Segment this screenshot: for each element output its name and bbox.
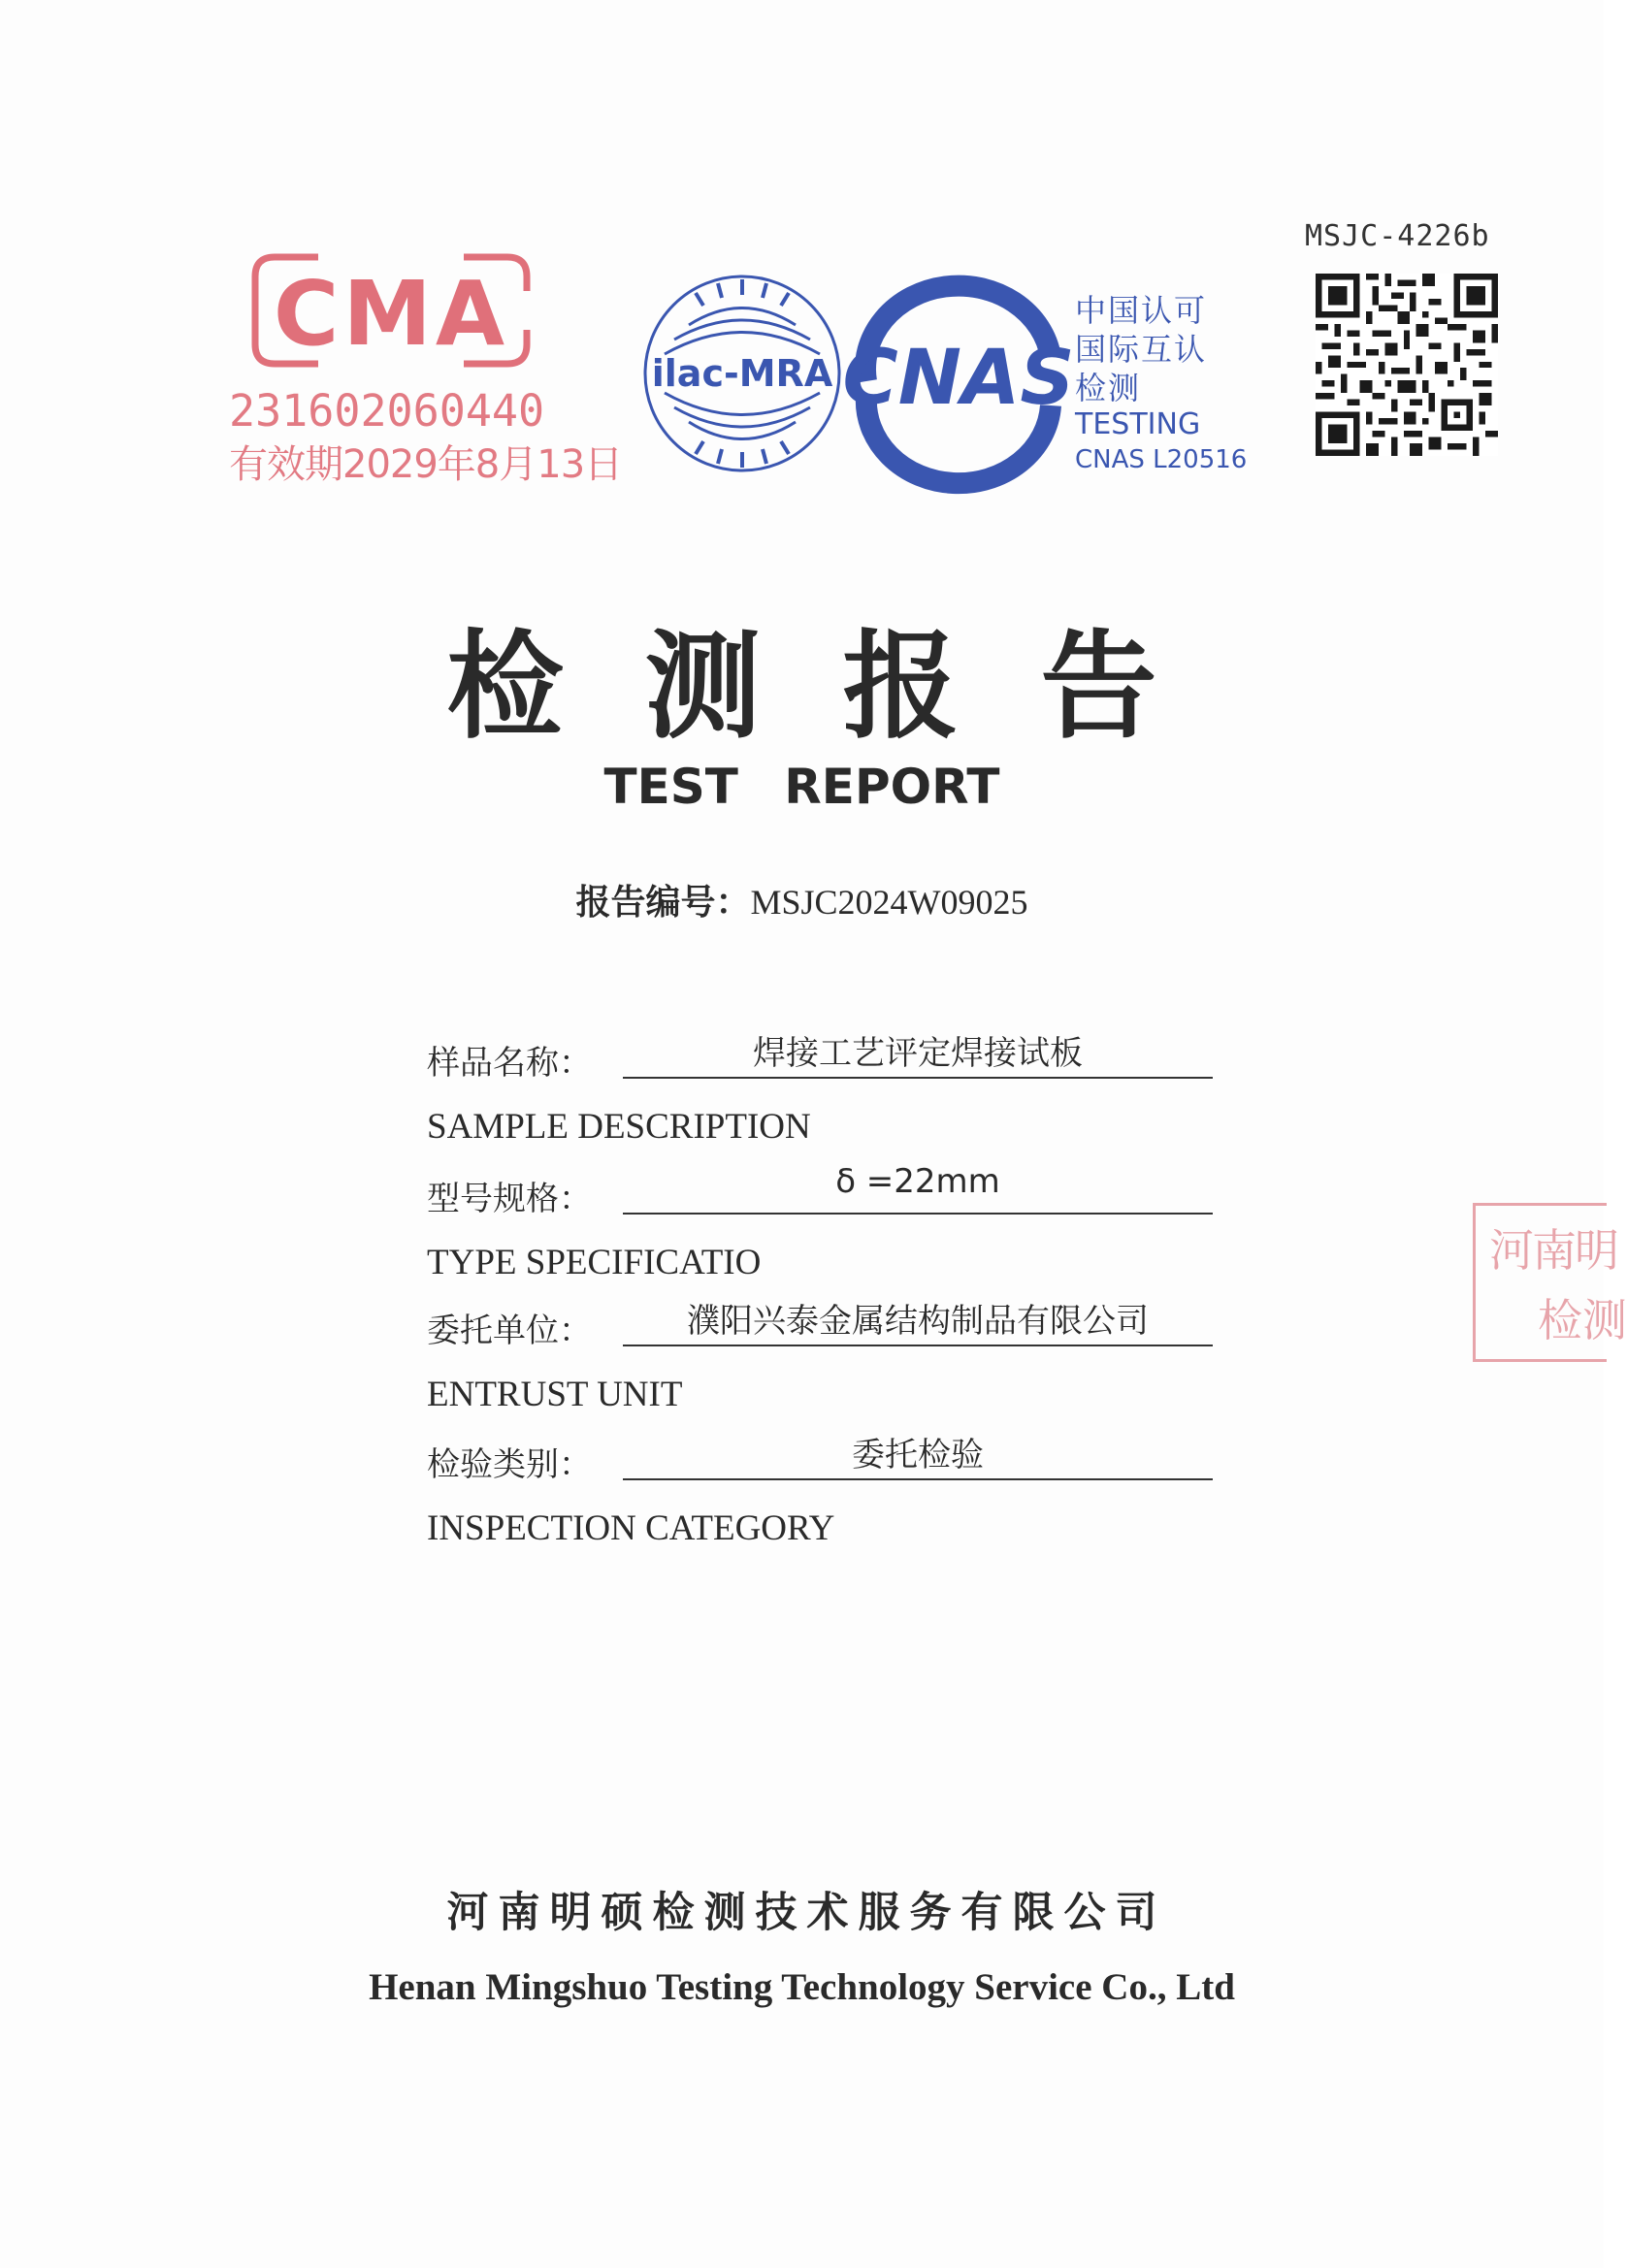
svg-text:ilac-MRA: ilac-MRA xyxy=(651,352,833,395)
svg-text:CNAS: CNAS xyxy=(842,335,1075,422)
field-label-cn: 检验类别： xyxy=(427,1445,592,1484)
cnas-number: CNAS L20516 xyxy=(1075,445,1248,474)
page-title-en: TEST REPORT xyxy=(603,759,1000,815)
company-name-cn: 河南明硕检测技术服务有限公司 xyxy=(446,1889,1167,1937)
field-label-cn: 型号规格： xyxy=(427,1180,592,1218)
field-value: 委托检验 xyxy=(623,1428,1213,1480)
company-name-en: Henan Mingshuo Testing Technology Service Co., Ltd xyxy=(369,1966,1235,2008)
cma-stamp xyxy=(221,247,623,487)
page-title-cn: 检测报告 xyxy=(446,618,1239,755)
side-seal-stamp xyxy=(1473,1203,1627,1362)
cnas-accreditation-text xyxy=(1075,291,1247,477)
field-label-en: TYPE SPECIFICATIO xyxy=(427,1243,762,1282)
document-code: MSJC-4226b xyxy=(1305,219,1490,253)
cnas-cn-line2: 国际互认 xyxy=(1075,331,1208,368)
qr-code-icon xyxy=(1316,274,1498,456)
field-label-en: ENTRUST UNIT xyxy=(427,1375,683,1414)
report-number-value: MSJC2024W09025 xyxy=(750,883,1028,922)
svg-text:CMA: CMA xyxy=(273,262,509,366)
side-stamp-line2: 检测 xyxy=(1538,1294,1627,1346)
cma-number: 231602060440 xyxy=(229,385,545,437)
ilac-mra-logo-icon xyxy=(640,272,844,475)
cnas-cn-line3: 检测 xyxy=(1075,370,1142,406)
field-value: 濮阳兴泰金属结构制品有限公司 xyxy=(623,1294,1213,1346)
field-label-cn: 委托单位： xyxy=(427,1312,592,1350)
side-stamp-line1: 河南明 xyxy=(1489,1224,1617,1277)
cnas-logo-icon xyxy=(842,289,1075,473)
report-number xyxy=(0,875,1604,924)
report-number-label: 报告编号： xyxy=(575,883,751,923)
cma-logo-icon xyxy=(250,247,532,373)
cnas-en-line: TESTING xyxy=(1075,407,1201,441)
cnas-cn-line1: 中国认可 xyxy=(1075,292,1208,329)
cma-validity-date: 有效期2029年8月13日 xyxy=(229,442,623,487)
field-value: 焊接工艺评定焊接试板 xyxy=(623,1026,1213,1079)
field-label-en: SAMPLE DESCRIPTION xyxy=(427,1107,811,1147)
field-label-en: INSPECTION CATEGORY xyxy=(427,1508,835,1548)
field-label-cn: 样品名称： xyxy=(427,1044,592,1083)
field-value: δ =22mm xyxy=(623,1162,1213,1215)
